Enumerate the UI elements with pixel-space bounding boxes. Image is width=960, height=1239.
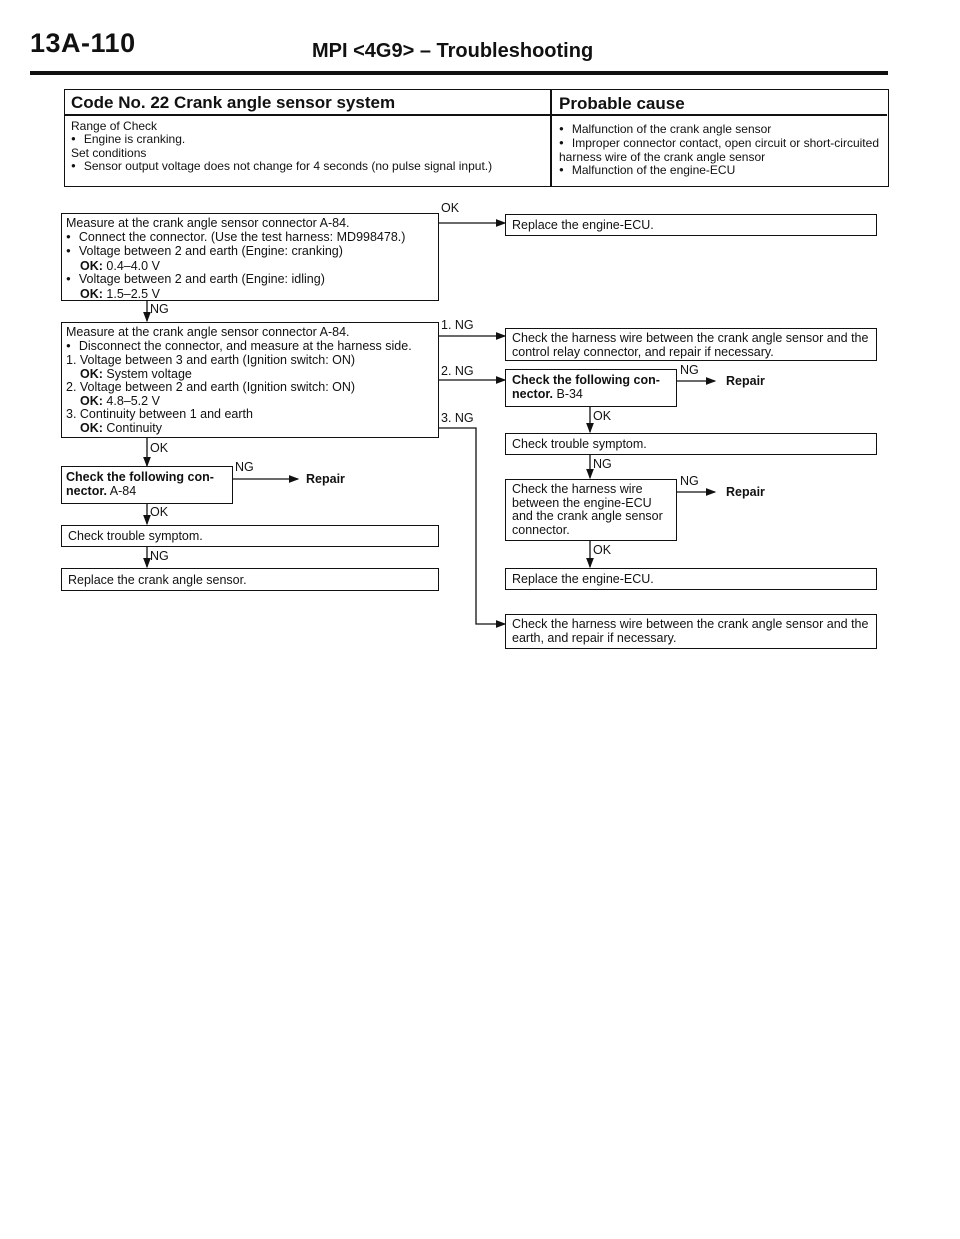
b34-ok-label: OK <box>593 409 612 423</box>
step2-item-3-ok <box>66 422 438 436</box>
step2-item-1: 1. Voltage between 3 and earth (Ignition switch: ON) <box>66 353 356 367</box>
step2-item-2-ok <box>66 395 438 409</box>
replace-ecu-top-box <box>505 214 877 236</box>
ok-value: 4.8–5.2 V <box>106 393 160 408</box>
ok-label: OK: <box>80 393 103 408</box>
step2-ok-label: OK <box>150 441 169 455</box>
left-check-symptom-text: Check trouble symptom. <box>68 529 203 543</box>
step2-box <box>61 322 439 438</box>
set-label: Set conditions <box>71 146 147 160</box>
replace-sensor-box <box>61 568 439 591</box>
ok-label: OK: <box>80 366 103 381</box>
step1-ok-crank <box>66 260 438 274</box>
harness-earth-text: Check the harness wire between the crank angle sensor and the earth, and repair if necessary. <box>512 617 869 645</box>
step1-box <box>61 213 439 301</box>
left-symptom-ng-label: NG <box>150 549 169 563</box>
step1-ok-label: OK <box>441 201 460 215</box>
harness-relay-box <box>505 328 877 361</box>
b34-repair: Repair <box>726 374 765 388</box>
a84-repair: Repair <box>306 472 345 486</box>
replace-ecu-bottom-text: Replace the engine-ECU. <box>512 572 654 586</box>
ok-value: Continuity <box>106 420 162 435</box>
step2-ng1-label: 1. NG <box>441 318 474 332</box>
step1-title: Measure at the crank angle sensor connector A-84. <box>66 216 350 230</box>
right-check-symptom-text: Check trouble symptom. <box>512 437 647 451</box>
probable-cause-heading: Probable cause <box>559 94 685 113</box>
right-symptom-ng-label: NG <box>593 457 612 471</box>
harness-relay-text: Check the harness wire between the crank angle sensor and the control relay connector, and repair if necessary. <box>512 331 869 359</box>
ok-label: OK: <box>80 258 103 273</box>
range-label: Range of Check <box>71 119 158 133</box>
step2-bullet-text: Disconnect the connector, and measure at the harness side. <box>78 338 412 353</box>
code-table-heading: Code No. 22 Crank angle sensor system <box>71 93 396 112</box>
step2-item-1-ok <box>66 368 438 382</box>
check-connector-b34-box <box>505 369 677 407</box>
step2-title: Measure at the crank angle sensor connector A-84. <box>66 325 350 339</box>
cause-text: Malfunction of the engine-ECU <box>571 163 736 177</box>
replace-sensor-text: Replace the crank angle sensor. <box>68 573 247 587</box>
harness-earth-box <box>505 614 877 649</box>
step2-ng2-label: 2. NG <box>441 364 474 378</box>
ok-value: System voltage <box>106 366 192 381</box>
check-connector-a84-box <box>61 466 233 504</box>
step1-ok-idle <box>66 288 438 302</box>
check-connector-line2 <box>66 485 232 499</box>
cause-text: Malfunction of the crank angle sensor <box>571 122 772 136</box>
step1-bullet-text: Voltage between 2 and earth (Engine: cranking) <box>78 244 343 258</box>
set-item-text: Sensor output voltage does not change for 4 seconds (no pulse signal input.) <box>83 159 493 173</box>
harness-ecu-ok-label: OK <box>593 543 612 557</box>
replace-ecu-bottom-box <box>505 568 877 590</box>
step2-ng3-label: 3. NG <box>441 411 474 425</box>
harness-ecu-box <box>505 479 677 541</box>
harness-ecu-ng-label: NG <box>680 474 699 488</box>
a84-ok-label: OK <box>150 505 169 519</box>
range-item-text: Engine is cranking. <box>83 132 186 146</box>
page-code: 13A-110 <box>30 28 136 58</box>
ok-value: 1.5–2.5 V <box>106 286 160 301</box>
harness-ecu-text: Check the harness wire between the engine-ECU and the crank angle sensor connector. <box>512 482 663 537</box>
step1-bullet-text: Voltage between 2 and earth (Engine: idling) <box>78 272 325 286</box>
step2-bullet <box>66 340 438 355</box>
step2-item-2: 2. Voltage between 2 and earth (Ignition switch: ON) <box>66 380 356 394</box>
check-connector-word: nector. <box>512 386 553 401</box>
step2-item-3: 3. Continuity between 1 and earth <box>66 407 253 421</box>
ok-label: OK: <box>80 420 103 435</box>
cause-text: Improper connector contact, open circuit or short-circuited harness wire of the crank angle sensor <box>559 136 879 164</box>
check-connector-word: nector. <box>66 483 107 498</box>
b34-ng-label: NG <box>680 363 699 377</box>
right-check-symptom-box <box>505 433 877 455</box>
step1-bullet <box>66 245 438 260</box>
check-connector-b34-line1: Check the following con- <box>512 373 660 387</box>
replace-ecu-top-text: Replace the engine-ECU. <box>512 218 654 232</box>
connector-ref: B-34 <box>556 386 583 401</box>
left-check-symptom-box <box>61 525 439 547</box>
connector-ref: A-84 <box>109 483 137 498</box>
ok-value: 0.4–4.0 V <box>106 258 160 273</box>
step1-bullet <box>66 273 438 288</box>
harness-ecu-repair: Repair <box>726 485 765 499</box>
ok-label: OK: <box>80 286 103 301</box>
arrow-step2-ng3 <box>438 428 505 624</box>
check-connector-line1: Check the following con- <box>66 470 214 484</box>
step1-ng-label: NG <box>150 302 169 316</box>
step1-bullet-text: Connect the connector. (Use the test harness: MD998478.) <box>78 229 406 244</box>
page-title: MPI <4G9> – Troubleshooting <box>312 40 594 62</box>
step1-bullet <box>66 231 438 246</box>
check-connector-b34-line2 <box>512 388 676 402</box>
a84-ng-label: NG <box>235 460 254 474</box>
